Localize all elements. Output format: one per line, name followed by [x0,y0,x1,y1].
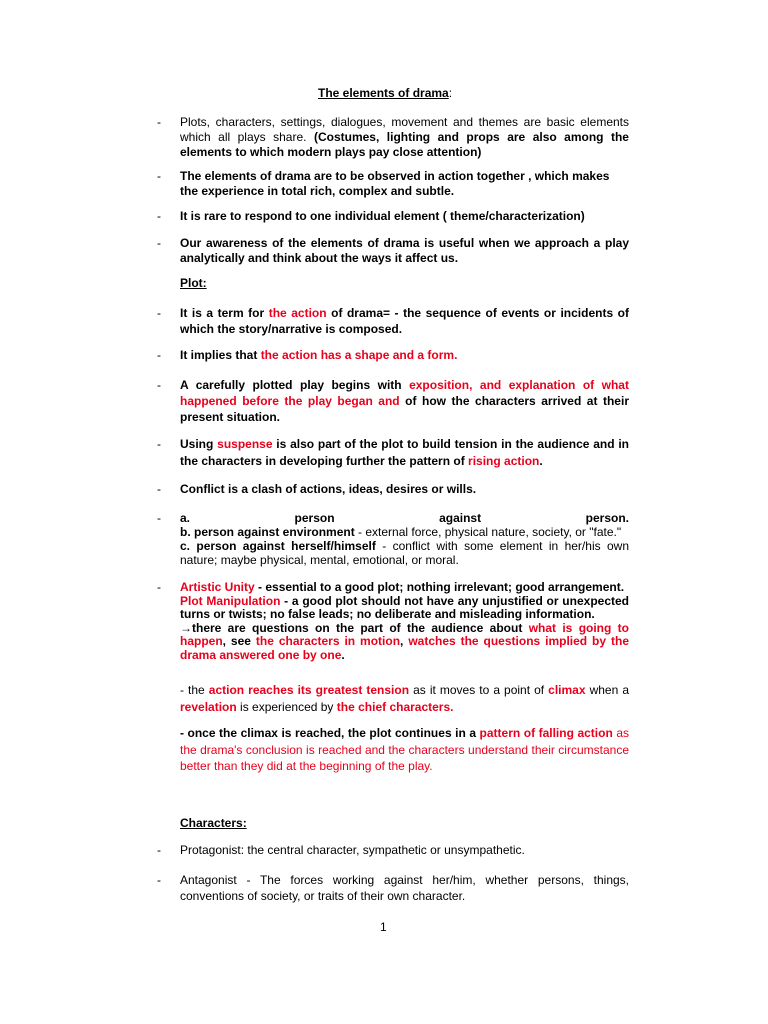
conflict-a-word-3: against [439,511,482,525]
conflict-a-word-4: person. [585,511,629,525]
plot-item-shape-red: the action has a shape and a form. [260,348,458,362]
intro-item-2-text: The elements of drama are to be observed in action together , which makes the experience in total rich, complex and subtle. [180,169,610,198]
plot-item-exposition-red: exposition, and explanation of what happened before the play began and [180,378,629,408]
climax-red1: action reaches its greatest tension [208,683,410,697]
bullet-dash: - [157,169,161,183]
intro-item-1-normal: Plots, characters, settings, dialogues, movement and themes are basic elements which all plays share. [180,115,629,144]
bullet-dash: - [157,873,161,887]
conflict-a-row [180,511,629,525]
climax-red2: climax [548,683,586,697]
plot-item-shape-a: It implies that [180,348,261,362]
bullet-dash: - [157,511,161,525]
plot-item-suspense-a: Using [180,437,218,451]
intro-item-3 [157,209,629,224]
plot-item-term-a: It is a term for [180,306,269,320]
bullet-dash: - [157,306,161,320]
climax-paragraph [180,682,629,716]
plot-item-suspense [157,436,630,470]
plot-item-conflict [157,482,629,497]
unity-red-going-to-happen: what is going to happen [180,620,630,648]
artistic-unity [157,580,630,662]
bullet-dash: - [157,378,161,392]
unity-red-watches: watches the questions implied by the drama answered one by one [180,634,629,662]
bullet-dash: - [157,482,161,496]
conflict-types [157,511,630,567]
plot-manipulation-b: - a good plot should not have any unjustified or unexpected turns or twists; no false leads; no deliberate and misleading information. [180,593,629,621]
characters-heading: Characters: [180,816,247,830]
bullet-dash: - [157,209,161,223]
plot-item-term-red: the action [268,306,327,320]
bullet-dash: - [157,115,161,129]
plot-heading: Plot: [180,276,207,290]
bullet-dash: - [157,437,161,451]
climax-c: when a [585,683,629,697]
intro-item-2 [157,169,629,199]
conflict-c-bold: c. person against herself/himself [180,539,376,553]
unity-red-characters-motion: the characters in motion [255,634,401,648]
artistic-unity-a: - essential to a good plot; nothing irrelevant; good arrangement. [254,580,625,594]
plot-item-suspense-c: . [539,454,543,468]
page-title [318,86,452,100]
plot-item-term-b: of drama= - the sequence of events or incidents of which the story/narrative is composed. [180,306,629,336]
plot-item-term [157,305,629,337]
plot-item-exposition-b: of how the characters arrived at their present situation. [180,394,629,424]
antagonist-item [157,872,629,904]
intro-item-4-text: Our awareness of the elements of drama is useful when we approach a play analytically and think about the ways it affect us. [180,236,629,265]
plot-item-shape [157,348,629,363]
conflict-a-word-1: a. [180,511,191,525]
plot-item-exposition [157,377,629,425]
intro-item-4 [157,236,629,266]
unity-e: , [400,634,409,648]
protagonist-text: Protagonist: the central character, sympathetic or unsympathetic. [180,843,525,857]
plot-item-suspense-red2: rising action [468,454,540,468]
intro-item-3-text: It is rare to respond to one individual element ( theme/characterization) [180,209,585,223]
falling-a: - once the climax is reached, the plot continues in a [180,726,480,740]
falling-red2: as the drama's conclusion is reached and the characters understand their circumstance better than they did at the beginning of the play. [180,726,629,773]
conflict-b-bold: b. person against environment [180,525,355,539]
protagonist-item [157,843,629,858]
climax-red4: the chief characters. [336,700,454,714]
plot-manipulation-label: Plot Manipulation [180,593,281,608]
antagonist-text: Antagonist - The forces working against her/him, whether persons, things, conventions of society, or traits of their own character. [180,873,629,903]
climax-red3: revelation [180,700,237,714]
plot-item-conflict-text: Conflict is a clash of actions, ideas, desires or wills. [180,482,477,496]
climax-b: as it moves to a point of [409,683,549,697]
bullet-dash: - [157,236,161,250]
unity-f: . [341,647,345,662]
page-title-text: The elements of drama [318,86,449,100]
page-title-colon: : [448,86,453,100]
conflict-c-normal: - conflict with some element in her/his own nature; maybe physical, mental, emotional, or moral. [180,539,630,567]
climax-a: - the [180,683,209,697]
plot-item-suspense-b: is also part of the plot to build tension in the audience and in the characters in developing further the pattern of [180,437,630,468]
plot-item-suspense-red1: suspense [217,437,273,451]
unity-questions-c: →there are questions on the part of the audience about [180,620,529,635]
artistic-unity-label: Artistic Unity [180,580,255,594]
intro-item-1-bold: (Costumes, lighting and props are also among the elements to which modern plays pay close attention) [180,130,629,159]
page-number: 1 [380,920,387,934]
falling-action-paragraph [180,725,629,775]
bullet-dash: - [157,580,161,594]
conflict-a-word-2: person [294,511,335,525]
conflict-b-normal: - external force, physical nature, society, or "fate." [354,525,622,539]
bullet-dash: - [157,843,161,857]
conflict-b [180,525,629,539]
conflict-c [180,539,629,567]
falling-red1: pattern of falling action [479,726,613,740]
intro-item-1 [157,115,629,160]
plot-item-exposition-a: A carefully plotted play begins with [180,378,410,392]
unity-d: , see [222,634,256,648]
climax-d: is experienced by [236,700,337,714]
bullet-dash: - [157,348,161,362]
